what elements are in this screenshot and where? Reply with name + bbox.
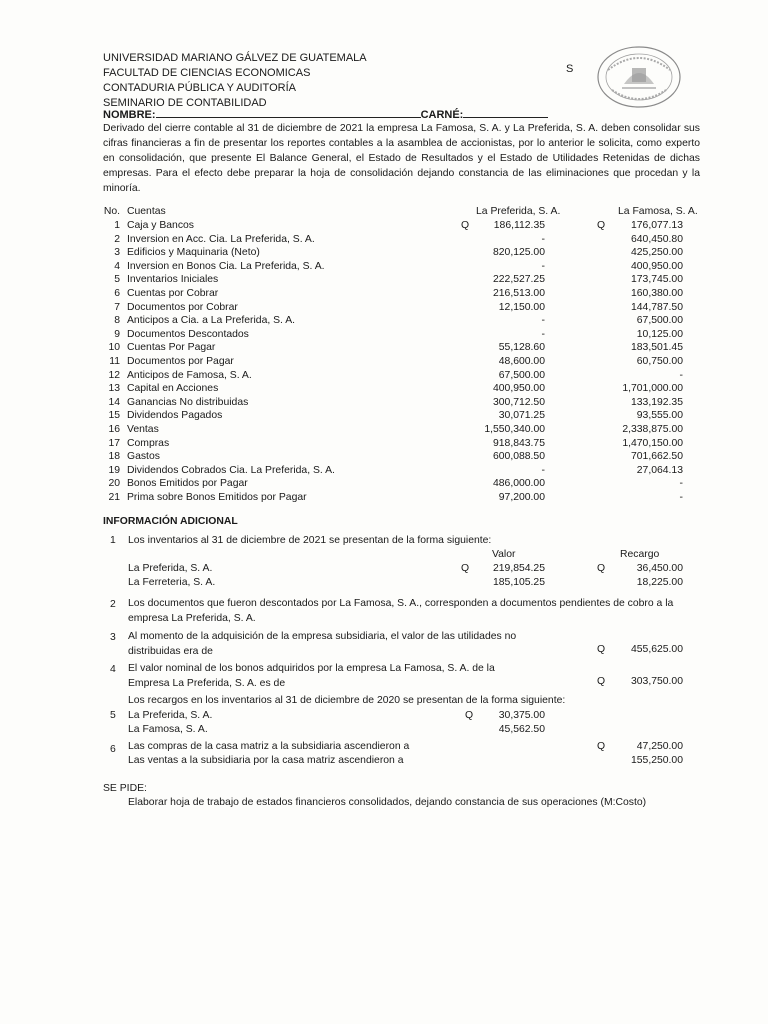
account-row — [0, 492, 768, 506]
la-preferida-value: - — [541, 464, 545, 476]
recargo-column-label: Recargo — [620, 549, 660, 560]
account-name: Documentos por Cobrar — [127, 301, 238, 313]
la-famosa-value: 1,701,000.00 — [622, 383, 683, 395]
currency-symbol: Q — [597, 563, 606, 574]
la-preferida-value: 67,500.00 — [498, 369, 545, 381]
account-number: 21 — [108, 492, 120, 503]
info-item-3-line-1: Al momento de la adquisición de la empresa subsidiaria, el valor de las utilidades no — [128, 631, 517, 642]
info-item-3-line-2: distribuidas era de — [128, 646, 213, 657]
la-famosa-value: 1,470,150.00 — [622, 437, 683, 449]
la-famosa-value: 400,950.00 — [630, 260, 683, 272]
account-row — [0, 465, 768, 479]
table-header — [0, 206, 768, 220]
account-number: 18 — [108, 451, 120, 463]
la-preferida-value: 48,600.00 — [498, 356, 545, 367]
la-preferida-value: 820,125.00 — [492, 247, 545, 259]
account-name: Inventarios Iniciales — [127, 274, 219, 286]
account-number: 17 — [108, 437, 120, 449]
inventory-row-valor: 185,105.25 — [492, 577, 545, 588]
program-name: CONTADURIA PÚBLICA Y AUDITORÍA — [103, 82, 296, 94]
account-name: Documentos Descontados — [127, 328, 249, 340]
account-name: Ventas — [127, 424, 159, 435]
inventory-row-recargo: 18,225.00 — [636, 577, 683, 588]
surcharge-row-name: La Famosa, S. A. — [128, 724, 208, 735]
currency-symbol: Q — [461, 220, 470, 231]
account-name: Documentos por Pagar — [127, 356, 234, 367]
account-number: 4 — [114, 260, 120, 272]
account-row — [0, 383, 768, 397]
account-row — [0, 397, 768, 411]
account-row — [0, 220, 768, 234]
info-title: INFORMACIÓN ADICIONAL — [103, 516, 238, 527]
account-number: 6 — [114, 288, 120, 299]
account-row — [0, 451, 768, 465]
account-number: 9 — [114, 328, 120, 340]
nombre-blank[interactable] — [156, 107, 421, 118]
la-famosa-value: 160,380.00 — [630, 288, 683, 299]
account-number: 10 — [108, 342, 120, 354]
account-row — [0, 356, 768, 370]
account-number: 15 — [108, 410, 120, 422]
account-name: Capital en Acciones — [127, 383, 219, 395]
account-name: Dividendos Pagados — [127, 410, 223, 422]
account-name: Cuentas por Cobrar — [127, 288, 219, 299]
account-number: 1 — [114, 220, 120, 231]
info-item-4-text — [128, 661, 558, 691]
la-preferida-value: - — [541, 260, 545, 272]
account-row — [0, 424, 768, 438]
account-name: Caja y Bancos — [127, 220, 194, 231]
la-preferida-value: 300,712.50 — [492, 396, 545, 408]
info-item-3-number: 3 — [110, 632, 116, 643]
course-name: SEMINARIO DE CONTABILIDAD — [103, 97, 267, 109]
header-la-famosa: La Famosa, S. A. — [618, 206, 698, 217]
university-name: UNIVERSIDAD MARIANO GÁLVEZ DE GUATEMALA — [103, 52, 367, 64]
document-header — [103, 51, 367, 111]
account-row — [0, 370, 768, 384]
la-preferida-value: - — [541, 328, 545, 340]
header-no: No. — [103, 206, 120, 217]
info-item-4-value: 303,750.00 — [630, 676, 683, 687]
la-famosa-value: 27,064.13 — [636, 464, 683, 476]
account-number: 20 — [108, 478, 120, 490]
account-number: 13 — [108, 383, 120, 395]
la-famosa-value: 93,555.00 — [636, 410, 683, 422]
university-seal-logo — [594, 44, 684, 110]
inventory-row-recargo: 36,450.00 — [636, 563, 683, 574]
info-item-6-value-1: 47,250.00 — [636, 741, 683, 752]
account-row — [0, 247, 768, 261]
corner-mark: S — [566, 63, 574, 75]
account-name: Inversion en Bonos Cia. La Preferida, S. A. — [127, 260, 325, 272]
account-name: Gastos — [127, 451, 160, 463]
la-preferida-value: 400,950.00 — [492, 383, 545, 395]
currency-symbol: Q — [461, 563, 470, 574]
info-item-2-line-2: empresa La Preferida, S. A. — [128, 613, 256, 624]
la-preferida-value: - — [541, 315, 545, 327]
info-item-4-line-2: Empresa La Preferida, S. A. es de — [128, 678, 286, 689]
la-famosa-value: - — [679, 478, 683, 490]
account-row — [0, 274, 768, 288]
account-number: 14 — [108, 396, 120, 408]
info-item-5-number: 5 — [110, 710, 116, 721]
account-row — [0, 315, 768, 329]
info-item-4-line-1: El valor nominal de los bonos adquiridos por la empresa La Famosa, S. A. de la — [128, 663, 495, 674]
info-item-2-number: 2 — [110, 599, 116, 610]
header-la-preferida: La Preferida, S. A. — [476, 206, 561, 217]
account-row — [0, 234, 768, 248]
valor-column-label: Valor — [492, 549, 516, 560]
account-number: 3 — [114, 247, 120, 259]
la-famosa-value: 133,192.35 — [630, 396, 683, 408]
account-number: 8 — [114, 315, 120, 327]
account-name: Anticipos a Cia. a La Preferida, S. A. — [127, 315, 296, 327]
account-row — [0, 261, 768, 275]
header-cuentas: Cuentas — [127, 206, 166, 217]
la-preferida-value: 186,112.35 — [493, 220, 545, 231]
account-row — [0, 288, 768, 302]
account-row — [0, 342, 768, 356]
se-pide-label: SE PIDE: — [103, 783, 147, 794]
info-item-2-line-1: Los documentos que fueron descontados por La Famosa, S. A., corresponden a documentos pendientes de cobro a la — [128, 598, 674, 609]
account-number: 16 — [108, 424, 120, 435]
currency-symbol: Q — [597, 676, 606, 687]
currency-symbol: Q — [597, 220, 606, 231]
nombre-label: NOMBRE: — [103, 109, 156, 121]
carne-blank[interactable] — [463, 107, 548, 118]
account-name: Ganancias No distribuidas — [127, 396, 249, 408]
account-name: Anticipos de Famosa, S. A. — [127, 369, 252, 381]
account-name: Compras — [127, 437, 170, 449]
la-famosa-value: 640,450.80 — [630, 233, 683, 245]
info-item-6-number: 6 — [110, 744, 116, 755]
faculty-name: FACULTAD DE CIENCIAS ECONOMICAS — [103, 67, 311, 79]
info-item-5-text: Los recargos en los inventarios al 31 de diciembre de 2020 se presentan de la forma siguiente: — [128, 695, 566, 706]
currency-symbol: Q — [597, 741, 606, 752]
student-info-line — [103, 107, 548, 121]
la-famosa-value: 10,125.00 — [636, 328, 683, 340]
account-name: Cuentas Por Pagar — [127, 342, 216, 354]
account-name: Prima sobre Bonos Emitidos por Pagar — [127, 492, 307, 503]
account-name: Edificios y Maquinaria (Neto) — [127, 247, 260, 259]
inventory-row-name: La Ferreteria, S. A. — [128, 577, 216, 588]
info-item-3-text — [128, 629, 558, 659]
account-row — [0, 329, 768, 343]
la-famosa-value: 183,501.45 — [630, 342, 683, 354]
account-number: 12 — [108, 369, 120, 381]
la-famosa-value: - — [679, 369, 683, 381]
account-name: Inversion en Acc. Cia. La Preferida, S. A. — [127, 233, 315, 245]
la-preferida-value: 222,527.25 — [492, 274, 545, 286]
la-famosa-value: 176,077.13 — [630, 220, 683, 231]
inventory-row-valor: 219,854.25 — [492, 563, 545, 574]
account-number: 7 — [114, 301, 120, 313]
surcharge-row-value: 45,562.50 — [498, 724, 545, 735]
la-famosa-value: 60,750.00 — [636, 356, 683, 367]
la-famosa-value: 2,338,875.00 — [622, 424, 683, 435]
la-famosa-value: 173,745.00 — [630, 274, 683, 286]
la-preferida-value: 486,000.00 — [492, 478, 545, 490]
la-famosa-value: 144,787.50 — [630, 301, 683, 313]
account-name: Bonos Emitidos por Pagar — [127, 478, 248, 490]
la-famosa-value: 425,250.00 — [630, 247, 683, 259]
carne-label: CARNÉ: — [420, 109, 464, 121]
account-number: 19 — [108, 464, 120, 476]
la-famosa-value: 67,500.00 — [636, 315, 683, 327]
account-name: Dividendos Cobrados Cia. La Preferida, S. A. — [127, 464, 335, 476]
account-number: 2 — [114, 233, 120, 245]
account-number: 11 — [109, 356, 120, 367]
la-famosa-value: 701,662.50 — [630, 451, 683, 463]
currency-symbol: Q — [465, 710, 474, 721]
account-row — [0, 302, 768, 316]
currency-symbol: Q — [597, 644, 606, 655]
info-item-4-number: 4 — [110, 664, 116, 675]
info-item-6-line-1: Las compras de la casa matriz a la subsidiaria ascendieron a — [128, 741, 410, 752]
la-preferida-value: 12,150.00 — [498, 301, 545, 313]
la-preferida-value: 30,071.25 — [498, 410, 545, 422]
account-number: 5 — [114, 274, 120, 286]
account-row — [0, 438, 768, 452]
info-item-6-line-2: Las ventas a la subsidiaria por la casa matriz ascendieron a — [128, 755, 404, 766]
info-item-1-text: Los inventarios al 31 de diciembre de 2021 se presentan de la forma siguiente: — [128, 535, 492, 546]
la-preferida-value: 600,088.50 — [492, 451, 545, 463]
info-item-1-number: 1 — [110, 535, 116, 546]
account-row — [0, 478, 768, 492]
la-preferida-value: 918,843.75 — [492, 437, 545, 449]
la-famosa-value: - — [679, 492, 683, 503]
info-item-6-value-2: 155,250.00 — [630, 755, 683, 766]
la-preferida-value: 55,128.60 — [498, 342, 545, 354]
la-preferida-value: 1,550,340.00 — [484, 424, 545, 435]
info-item-2-text — [128, 596, 703, 626]
se-pide-text: Elaborar hoja de trabajo de estados financieros consolidados, dejando constancia de sus operaciones (M:Costo) — [128, 797, 647, 808]
la-preferida-value: 97,200.00 — [498, 492, 545, 503]
account-row — [0, 410, 768, 424]
instructions-paragraph: Derivado del cierre contable al 31 de diciembre de 2021 la empresa La Famosa, S. A. y La Preferida, S. A. deben consolidar sus cifras financieras a fin de presentar los reportes contables a la asamblea de accionistas, por lo anterior le solicita, como experto en consolidación, que presente El Balance General, el Estado de Resultados y el Estado de Utilidades Retenidas de dichas empresas. Para el efecto debe preparar la hoja de consolidación dejando constancia de las eliminaciones que procedan y la minoría. — [103, 123, 700, 194]
la-preferida-value: - — [541, 233, 545, 245]
la-preferida-value: 216,513.00 — [492, 288, 545, 299]
surcharge-row-value: 30,375.00 — [498, 710, 545, 721]
inventory-row-name: La Preferida, S. A. — [128, 563, 213, 574]
surcharge-row-name: La Preferida, S. A. — [128, 710, 213, 721]
info-item-3-value: 455,625.00 — [630, 644, 683, 655]
